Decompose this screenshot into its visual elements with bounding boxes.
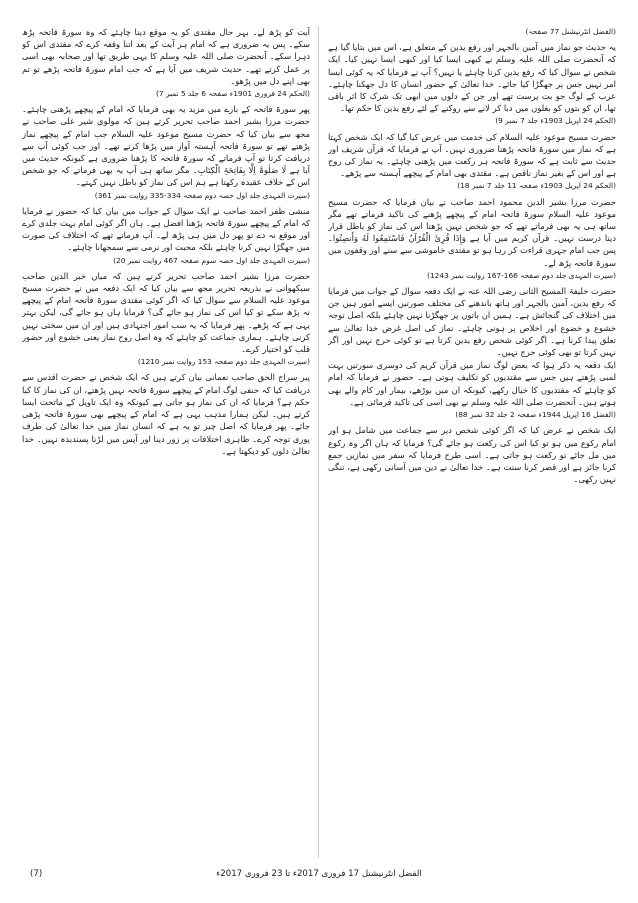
- column-divider: [318, 26, 319, 858]
- article-paragraph: حضرت خلیفۃ المسیح الثانی رضی اللہ عنہ نے ایک دفعہ سوال کے جواب میں فرمایا کہ رفع یدین، آمین بالجہر اور ہاتھ باندھنے کی مختلف صورتیں ایسے امور ہیں جن میں اختلاف کی گنجائش ہے۔ ہمیں ان باتوں پر جھگڑنا نہیں چاہئے بلکہ اصل توجہ خشوع و خضوع اور اخلاص پر ہونی چاہئے۔ نماز کی اصل غرض خدا تعالیٰ سے تعلق پیدا کرنا ہے۔ اگر کوئی شخص رفع یدین کرتا ہے تو کوئی حرج نہیں اور اگر نہیں کرتا تو بھی کوئی حرج نہیں۔: [328, 286, 616, 358]
- reference-citation: (سیرت المہدی جلد دوم صفحہ 166-167 روایت نمبر 1243): [427, 270, 616, 280]
- reference-citation: (الحکم 24 اپریل 1903ء جلد 7 نمبر 9): [495, 116, 616, 126]
- reference-citation: (سیرت المہدی جلد اول حصہ سوم صفحہ 467 روایت نمبر 20): [113, 255, 310, 265]
- article-paragraph: آیت کو پڑھ لے۔ بہر حال مقتدی کو یہ موقع دینا چاہئے کہ وہ سورۃ فاتحہ پڑھ سکے۔ پس یہ ضروری ہے کہ امام ہر آیت کے بعد اتنا وقفہ کرے کہ مقتدی اس کو دہرا سکے۔ آنحضرت صلی اللہ علیہ وسلم کا یہی طریق تھا اور صحابہ بھی اسی پر عمل کرتے تھے۔ حدیث شریف میں آیا ہے کہ جب امام سورۃ فاتحہ پڑھے تو تم بھی اپنے دل میں پڑھو۔: [22, 27, 310, 86]
- reference-citation: (الحکم 24 فروری 1901ء صفحہ 6 جلد 5 نمبر 7): [156, 89, 310, 99]
- page-footer: [22, 866, 616, 882]
- article-paragraph: حضرت مرزا بشیر الدین محمود احمد صاحب نے بیان فرمایا کہ حضرت مسیح موعود علیہ السلام سورۃ فاتحہ امام کے پیچھے پڑھنے کی تاکید فرماتے تھے مگر ساتھ ہی یہ بھی فرماتے تھے کہ جو شخص نہیں پڑھتا اس کی نماز کو باطل قرار دینا درست نہیں۔ قرآن کریم میں آیا ہے وَإِذَا قُرِئَ الْقُرْآنُ فَاسْتَمِعُوا لَهُ وَأَنصِتُوا۔ پس جب امام جہری قراءت کر رہا ہو تو مقتدی خاموشی سے سنے اور وقفوں میں سورۃ فاتحہ پڑھ لے۔: [328, 196, 616, 268]
- column-right: [328, 26, 616, 858]
- article-paragraph: پھر سورۃ فاتحہ کے بارے میں مزید یہ بھی فرمایا کہ امام کے پیچھے پڑھنی چاہئے۔ حضرت مرزا بشیر احمد صاحب تحریر کرتے ہیں کہ مولوی شیر علی صاحب نے مجھ سے بیان کیا کہ حضرت مسیح موعود علیہ السلام جب امام کے پیچھے نماز پڑھتے تھے تو سورۃ فاتحہ آہستہ آواز میں پڑھا کرتے تھے۔ اور جب کوئی آپ سے دریافت کرتا تو آپ فرماتے کہ سورۃ فاتحہ کا پڑھنا ضروری ہے کیونکہ حدیث میں آیا ہے لَا صَلٰوۃَ اِلَّا بِفَاتِحَۃِ الْکِتَابِ۔ مگر ساتھ ہی آپ یہ بھی فرماتے کہ جو شخص اس کے خلاف عقیدہ رکھتا ہے ہم اس کی نماز کو باطل نہیں کہتے۔: [22, 104, 310, 188]
- article-paragraph: پیر سراج الحق صاحب نعمانی بیان کرتے ہیں کہ ایک شخص نے حضرت اقدس سے دریافت کیا کہ حنفی لوگ امام کے پیچھے سورۃ فاتحہ نہیں پڑھتے، ان کی نماز کا کیا حکم ہے؟ فرمایا کہ ان کی نماز ہو جاتی ہے کیونکہ وہ ایک تاویل کے ماتحت ایسا کرتے ہیں۔ لیکن ہمارا مذہب یہی ہے کہ امام کے پیچھے بھی سورۃ فاتحہ پڑھی جائے۔ پھر فرمایا کہ اصل چیز تو یہ ہے کہ انسان نماز میں خدا تعالیٰ کی طرف پوری توجہ کرے۔ ظاہری اختلافات پر زور دینا اور آپس میں لڑنا پسندیدہ نہیں۔ خدا تعالیٰ دلوں کو دیکھتا ہے۔: [22, 372, 310, 456]
- article-paragraph: حضرت مسیح موعود علیہ السلام کی خدمت میں عرض کیا گیا کہ ایک شخص کہتا ہے کہ نماز میں سورۃ فاتحہ پڑھنا ضروری نہیں۔ آپ نے فرمایا کہ قرآن شریف اور حدیث سے ثابت ہے کہ سورۃ فاتحہ ہر رکعت میں پڑھنی چاہئے۔ یہ نماز کی روح ہے اور اس کے بغیر نماز ناقص ہے۔ مقتدی بھی امام کے پیچھے آہستہ سے پڑھے۔: [328, 131, 616, 179]
- reference-citation: (الحکم 24 اپریل 1903ء صفحہ 11 جلد 7 نمبر 18): [457, 181, 616, 191]
- article-paragraph: ایک شخص نے عرض کیا کہ اگر کوئی شخص دیر سے جماعت میں شامل ہو اور امام رکوع میں ہو تو کیا اس کی رکعت ہو جائے گی؟ فرمایا کہ ہاں اگر وہ رکوع میں مل جائے تو رکعت ہو جاتی ہے۔ اسی طرح فرمایا کہ سفر میں نمازیں جمع کرنا جائز ہے اور قصر کرنا سنت ہے۔ خدا تعالیٰ نے دین میں آسانی رکھی ہے، تنگی نہیں رکھی۔: [328, 425, 616, 485]
- article-paragraph: یہ حدیث جو نماز میں آمین بالجہر اور رفع یدین کے متعلق ہے، اس میں بتایا گیا ہے کہ آنحضرت صلی اللہ علیہ وسلم نے کبھی ایسا کیا اور کبھی ایسا نہیں کیا۔ ایک شخص نے سوال کیا کہ رفع یدین کرنا چاہئے یا نہیں؟ آپ نے فرمایا کہ یہ کوئی ایسا امر نہیں جس پر جھگڑا کیا جائے۔ خدا تعالیٰ کے حضور انسان کا دل جھکنا چاہئے۔ عرب کے لوگ جو بت پرست تھے اور جن کے دلوں میں ابھی تک شرک کا اثر باقی تھا، ان کو بتوں کو بغلوں میں دبا کر لانے سے روکنے کے لئے رفع یدین کا حکم تھا۔: [328, 42, 616, 114]
- column-left: [22, 26, 310, 858]
- reference-citation: (سیرت المہدی جلد اول حصہ دوم صفحہ 334-335 روایت نمبر 361): [94, 190, 310, 200]
- article-paragraph: حضرت مرزا بشیر احمد صاحب تحریر کرتے ہیں کہ میاں خیر الدین صاحب سیکھوانی نے بذریعہ تحریر مجھ سے بیان کیا کہ ایک دفعہ میں نے حضرت مسیح موعود علیہ السلام سے سوال کیا کہ اگر کوئی مقتدی سورۃ فاتحہ امام کے پیچھے نہ پڑھ سکے تو کیا اس کی نماز ہو جائے گی؟ فرمایا ہاں ہو جائے گی، لیکن بہتر یہی ہے کہ پڑھے۔ پھر فرمایا کہ یہ سب امور اجتہادی ہیں اور ان میں سختی نہیں کرنی چاہئے۔ ہماری جماعت کو چاہئے کہ وہ اصل روح نماز یعنی خشوع اور حضور قلب کو اختیار کرے۔: [22, 270, 310, 355]
- newspaper-page: [22, 26, 616, 858]
- issue-line: الفضل انٹرنیشنل 17 فروری 2017ء تا 23 فروری 2017ء: [216, 869, 422, 879]
- reference-citation: (سیرت المہدی جلد دوم صفحہ 153 روایت نمبر 1210): [137, 357, 310, 367]
- article-paragraph: منشی ظفر احمد صاحب نے ایک سوال کے جواب میں بیان کیا کہ حضور نے فرمایا کہ امام کے پیچھے سورۃ فاتحہ پڑھنا افضل ہے۔ ہاں اگر کوئی امام بہت جلدی کرے اور موقع نہ دے تو پھر دل میں ہی پڑھ لے۔ آپ فرماتے تھے کہ اختلاف کی صورت میں جھگڑا نہیں کرنا چاہئے بلکہ محبت اور نرمی سے سمجھانا چاہئے۔: [22, 205, 310, 253]
- reference-citation: (الفضل انٹرنیشنل 77 صفحہ): [525, 27, 616, 36]
- reference-citation: (الفضل 16 اپریل 1944ء صفحہ 2 جلد 32 نمبر 88): [455, 410, 616, 420]
- article-paragraph: ایک دفعہ یہ ذکر ہوا کہ بعض لوگ نماز میں قرآن کریم کی دوسری سورتیں بہت لمبی پڑھتے ہیں جس سے مقتدیوں کو تکلیف ہوتی ہے۔ حضور نے فرمایا کہ امام کو چاہئے کہ مقتدیوں کا خیال رکھے، کیونکہ ان میں بوڑھے، بیمار اور کام والے بھی ہوتے ہیں۔ آنحضرت صلی اللہ علیہ وسلم نے بھی اسی کی تاکید فرمائی ہے۔: [328, 360, 616, 407]
- page-number: (7): [30, 869, 43, 879]
